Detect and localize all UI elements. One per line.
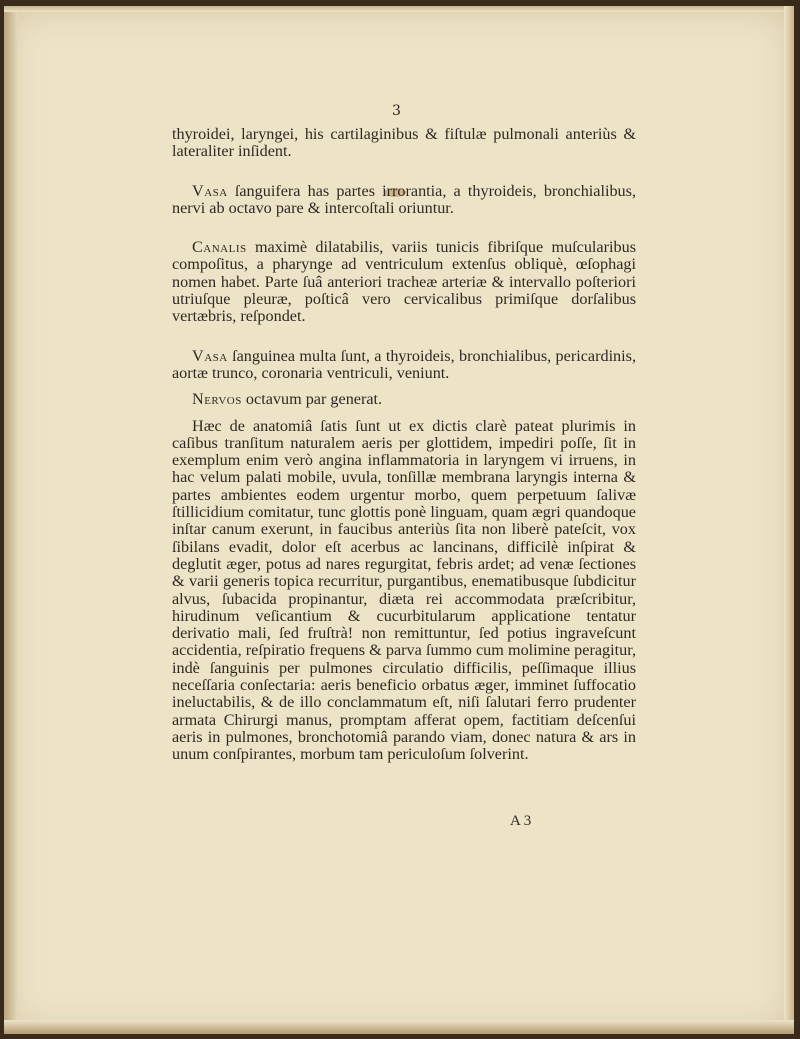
signature-mark: A 3: [510, 813, 532, 829]
paragraph-lead: Vasa: [192, 346, 228, 365]
paragraph-2: [172, 183, 636, 218]
page-right-edge: [784, 6, 794, 1034]
paragraph-text: Hæc de anatomiâ ſatis ſunt ut ex dictis clarè pateat plurimis in caſibus tranſitum naturalem aeris per glottidem, impediri poſſe, ſit in exemplum enim verò angina inflammatoria in laryngem vi irruens, in hac velum palati mobile, uvula, tonſillæ membrana laryngis interna & partes ambientes eodem urgentur morbo, quem perpetuum ſalivæ ſtillicidium comitatur, tunc glottis ponè linguam, quam ægri quandoque inſtar canum exerunt, in faucibus anteriùs ſita non liberè pateſcit, vox ſibilans evadit, dolor eſt acerbus ac lancinans, difficilè inſpirat & deglutit æger, potus ad nares regurgitat, febris ardet; ad venæ ſectiones & varii generis topica recurritur, purgantibus, enematibusque ſubdicitur alvus, ſubacida propinantur, diæta rei accommodata præſcribitur, hirudinum veſicantium & cucurbitularum applicatione tentatur derivatio mali, ſed fruſtrà! non remittuntur, ſed potius ingraveſcunt accidentia, reſpiratio frequens & parva ſummo cum molimine peragitur, indè ſanguinis per pulmones circulatio difficilis, peſſimaque illius neceſſaria conſectaria: aeris beneficio orbatus æger, imminet ſuffocatio ineluctabilis, & de illo conclammatum eſt, niſi ſalutari ferro prudenter armata Chirurgi manus, promptam afferat opem, factitiam deſcenſui aeris in pulmones, bronchotomiâ parando viam, donec natura & ars in unum conſpirantes, morbum tam periculoſum ſolverint.: [172, 416, 636, 764]
paragraph-text: ſanguifera has partes irrorantia, a thyroideis, bronchialibus, nervi ab octavo pare & intercoſtali oriuntur.: [172, 181, 636, 217]
paragraph-text: thyroidei, laryngei, his cartilaginibus & fiſtulæ pulmonali anteriùs & lateraliter inſident.: [172, 125, 636, 161]
paragraph-1: [172, 126, 636, 161]
paragraph-text: ſanguinea multa ſunt, a thyroideis, bronchialibus, pericardinis, aortæ trunco, coronaria ventriculi, veniunt.: [172, 346, 636, 382]
paragraph-3: [172, 239, 636, 325]
paragraph-4: [172, 348, 636, 383]
body-text: [172, 126, 636, 764]
paragraph-lead: Canalis: [192, 238, 247, 257]
page-number: 3: [392, 103, 401, 119]
book-page: [4, 6, 794, 1034]
paragraph-lead: Nervos: [192, 390, 242, 409]
paragraph-text: octavum par generat.: [241, 390, 383, 409]
page-bottom-edge: [4, 1020, 794, 1034]
paragraph-6: [172, 418, 636, 764]
paragraph-lead: Vasa: [192, 181, 228, 200]
page-gutter: [4, 6, 18, 1034]
page-top-edge: [4, 6, 794, 12]
paragraph-5: [172, 391, 636, 408]
paragraph-text: maximè dilatabilis, variis tunicis fibriſque muſcularibus compoſitus, a pharynge ad ventriculum extenſus obliquè, œſophagi nomen habet. Parte ſuâ anteriori tracheæ arteriæ & intervallo poſteriori utriuſque pleuræ, poſticâ vero cervicalibus primiſque dorſalibus vertæbris, reſpondet.: [172, 238, 636, 326]
